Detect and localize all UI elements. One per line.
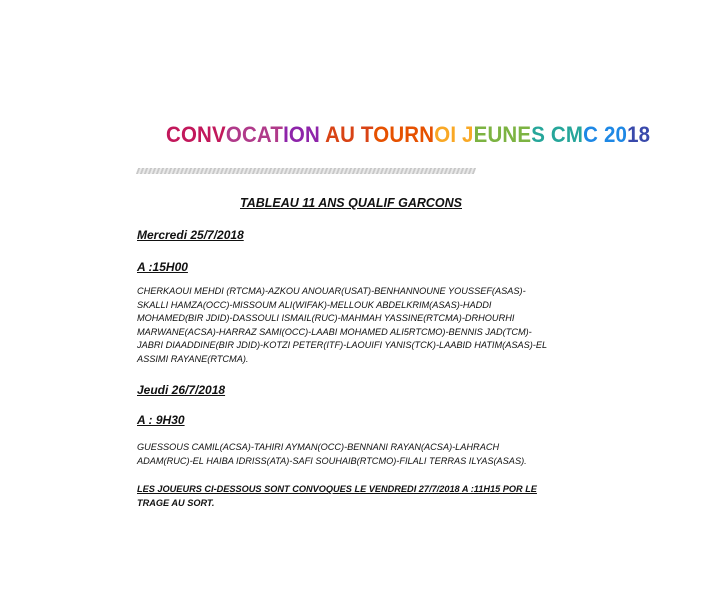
title-shadow-decoration [136,168,476,174]
player-line: MARWANE(ACSA)-HARRAZ SAMI(OCC)-LAABI MOHAMED ALI5RTCMO)-BENNIS JAD(TCM)- [137,326,532,337]
player-list [137,285,577,366]
session-time: A :15H00 [137,260,188,274]
title-segment: S CM [531,122,584,147]
page-title [166,122,651,148]
title-segment: ION [283,122,326,147]
notice-line: TRAGE AU SORT. [137,497,215,508]
draw-notice [137,483,577,510]
player-line: CHERKAOUI MEHDI (RTCMA)-AZKOU ANOUAR(USAT)-BENHANNOUNE YOUSSEF(ASAS)- [137,286,526,296]
session-time: A : 9H30 [137,413,185,427]
player-list [137,441,577,468]
player-line: ASSIMI RAYANE(RTCMA). [137,353,249,364]
player-line: ADAM(RUC)-EL HAIBA IDRISS(ATA)-SAFI SOUHAIB(RTCMO)-FILALI TERRAS ILYAS(ASAS). [137,455,527,466]
table-subtitle: TABLEAU 11 ANS QUALIF GARCONS [240,196,462,210]
player-line: SKALLI HAMZA(OCC)-MISSOUM ALI(WIFAK)-MELLOUK ABDELKRIM(ASAS)-HADDI [137,299,492,310]
title-segment: OI J [434,122,474,147]
title-segment: AU T [325,122,374,147]
player-line: JABRI DIAADDINE(BIR JDID)-KOTZI PETER(ITF)-LAOUIFI YANIS(TCK)-LAABID HATIM(ASAS)-EL [137,340,548,350]
title-segment: C 20 [583,122,628,147]
title-segment: OURN [373,122,435,147]
title-segment: 18 [627,122,651,147]
player-line: MOHAMED(BIR JDID)-DASSOULI ISMAIL(RUC)-MAHMAH YASSINE(RTCMA)-DRHOURHI [137,313,515,323]
session-date: Jeudi 26/7/2018 [137,383,226,397]
title-segment: EUNE [473,122,532,147]
title-segment: OCAT [225,122,284,147]
notice-line: LES JOUEURS CI-DESSOUS SONT CONVOQUES LE VENDREDI 27/7/2018 A :11H15 POR LE [137,484,537,494]
title-segment: CONV [166,122,226,147]
session-date: Mercredi 25/7/2018 [137,228,244,242]
player-line: GUESSOUS CAMIL(ACSA)-TAHIRI AYMAN(OCC)-BENNANI RAYAN(ACSA)-LAHRACH [137,442,500,452]
